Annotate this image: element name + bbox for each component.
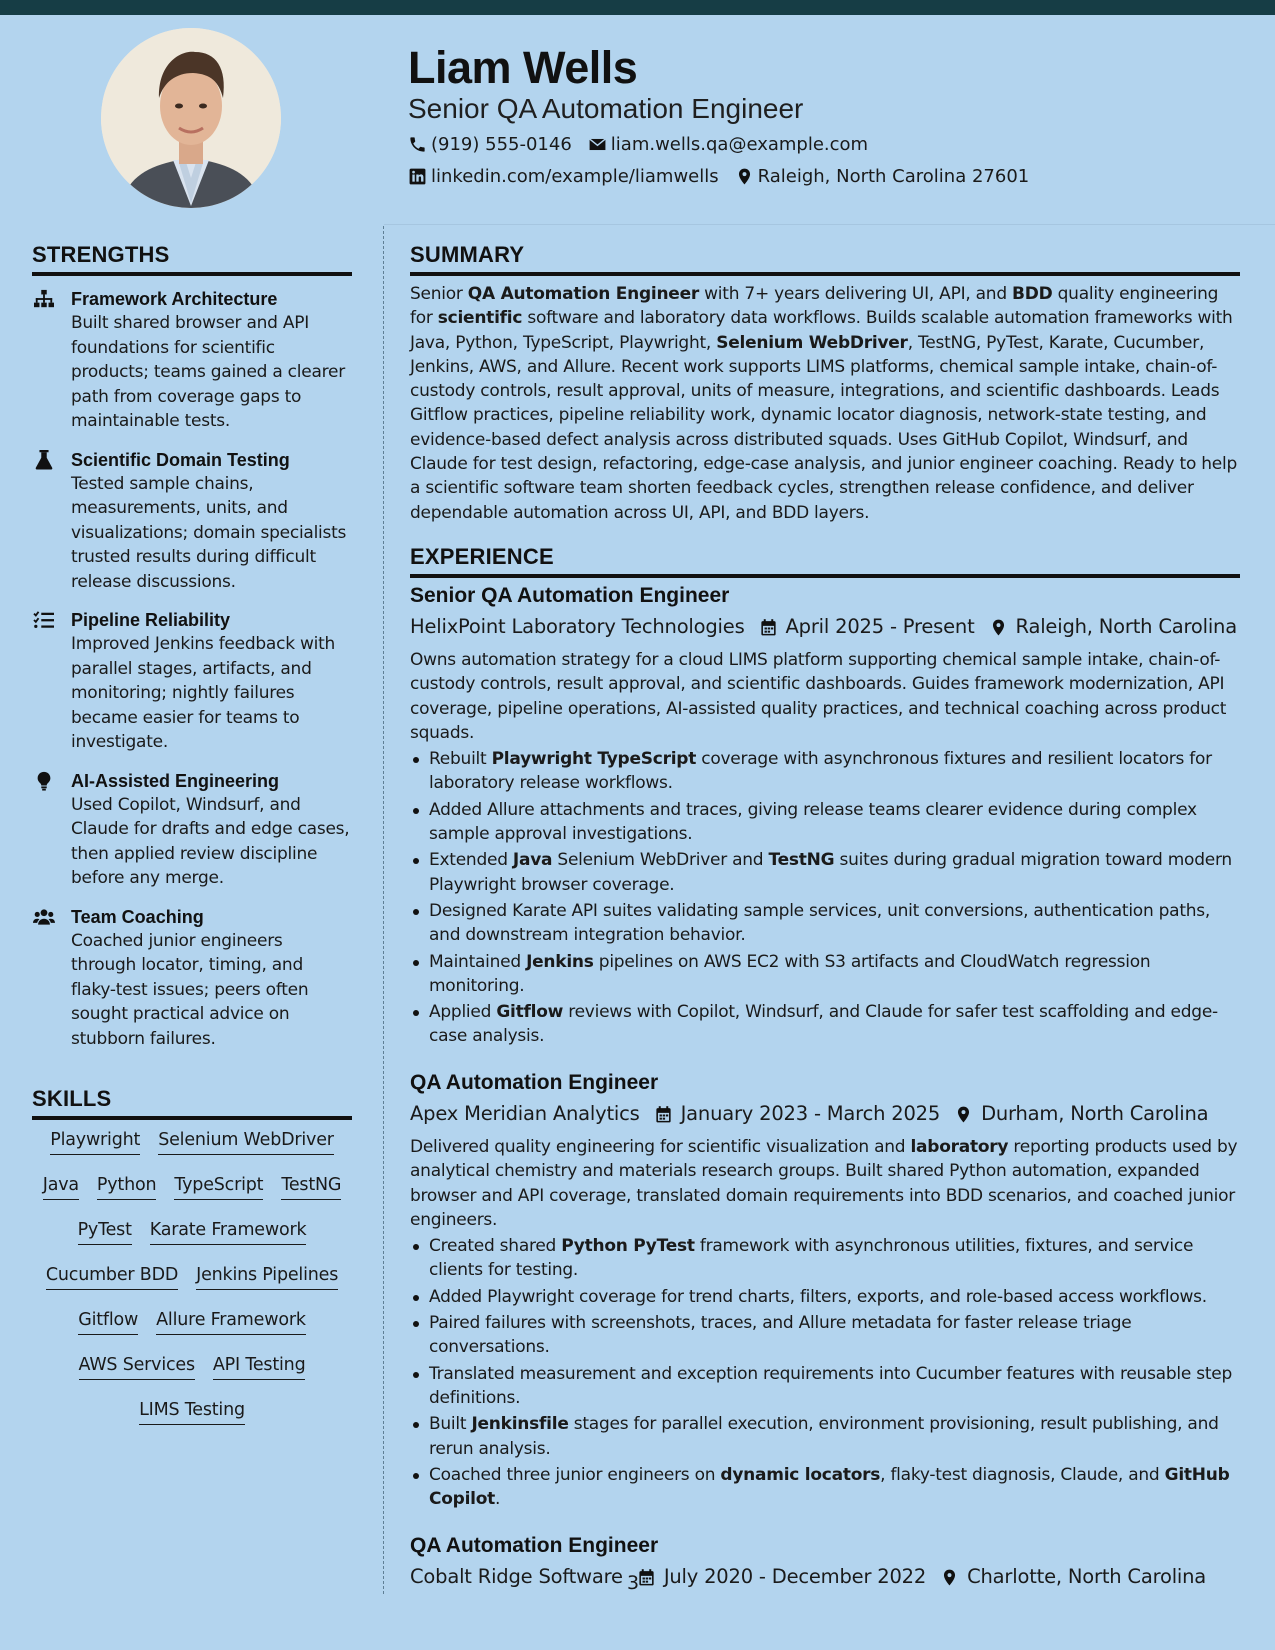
job-location: Durham, North Carolina [981,1102,1209,1125]
bullet-item: Applied Gitflow reviews with Copilot, Windsurf, and Claude for safer test scaffolding and edge-case analysis. [410,1000,1240,1049]
strength-title: Scientific Domain Testing [71,449,290,470]
phone-contact[interactable] [408,134,572,155]
skill-tag: Gitflow [78,1310,138,1335]
contact-row-secondary [408,166,1045,187]
sitemap-icon [32,289,56,311]
bullet-item: Rebuilt Playwright TypeScript coverage with asynchronous fixtures and resilient locators for laboratory release workflows. [410,747,1240,796]
experience-entry [410,583,1240,1049]
skill-tag: TypeScript [174,1175,263,1200]
experience-heading: EXPERIENCE [410,544,1240,578]
contact-row-primary [408,134,884,155]
skills-row [32,1400,352,1445]
strength-item [32,608,352,755]
strengths-list [32,287,352,1051]
skill-tag: Selenium WebDriver [158,1130,334,1155]
strength-item [32,287,352,434]
skill-tag: TestNG [281,1175,341,1200]
strength-title: Framework Architecture [71,289,278,309]
skills-row [32,1130,352,1175]
skill-tag: Jenkins Pipelines [196,1265,338,1290]
job-location: Raleigh, North Carolina [1015,615,1237,638]
job-dates: January 2023 - March 2025 [680,1102,941,1125]
skill-tag: Karate Framework [150,1220,307,1245]
lightbulb-icon [32,771,56,793]
calendar-icon [654,1105,673,1124]
linkedin-text: linkedin.com/example/liamwells [431,166,719,187]
column-divider [383,226,384,1594]
summary-heading: SUMMARY [410,242,1240,276]
job-location: Charlotte, North Carolina [967,1565,1207,1588]
location-text: Raleigh, North Carolina 27601 [757,166,1030,187]
company-name: HelixPoint Laboratory Technologies [410,615,745,638]
job-dates: April 2025 - Present [785,615,975,638]
skill-tag: Python [97,1175,156,1200]
skills-row [32,1175,352,1220]
calendar-icon [637,1568,656,1587]
users-icon [32,907,56,929]
strength-item [32,448,352,595]
skills-row [32,1265,352,1310]
job-bullets [410,747,1240,1049]
map-pin-icon [954,1105,973,1124]
strength-description: Improved Jenkins feedback with parallel stages, artifacts, and monitoring; nightly failures became easier for teams to investigate. [71,634,336,752]
strength-description: Used Copilot, Windsurf, and Claude for drafts and edge cases, then applied review discipline before any merge. [71,794,350,888]
candidate-name: Liam Wells [408,42,638,93]
bullet-item: Paired failures with screenshots, traces, and Allure metadata for faster release triage conversations. [410,1311,1240,1360]
profile-photo [101,28,281,208]
job-description: Owns automation strategy for a cloud LIMS platform supporting chemical sample intake, chain-of-custody controls, result approval, and scientific dashboards. Guides framework modernization, API coverage, pipeline operations, AI-assisted quality practices, and technical coaching across product squads. [410,650,1227,743]
skill-tag: Java [43,1175,79,1200]
skills-heading: SKILLS [32,1086,352,1120]
job-title: Senior QA Automation Engineer [410,584,730,607]
envelope-icon [588,135,607,154]
skill-tag: AWS Services [79,1355,195,1380]
phone-text: (919) 555-0146 [431,134,572,155]
skill-tag: PyTest [78,1220,132,1245]
job-title: QA Automation Engineer [410,1534,659,1557]
bullet-item: Added Allure attachments and traces, giving release teams clearer evidence during complex sample approval investigations. [410,798,1240,847]
strength-description: Coached junior engineers through locator, timing, and flaky-test issues; peers often sought practical advice on stubborn failures. [71,930,309,1049]
linkedin-icon [408,167,427,186]
flask-icon [32,450,56,472]
strength-item [32,905,352,1052]
company-name: Apex Meridian Analytics [410,1102,640,1125]
page-number: 3 [627,1572,640,1594]
bullet-item: Translated measurement and exception requirements into Cucumber features with reusable step definitions. [410,1362,1240,1411]
summary-text: Senior QA Automation Engineer with 7+ years delivering UI, API, and BDD quality engineering for scientific software and laboratory data workflows. Builds scalable automation frameworks with Java, Python, TypeScript, Playwright, Selenium WebDriver, TestNG, PyTest, Karate, Cucumber, Jenkins, AWS, and Allure. Recent work supports LIMS platforms, chemical sample intake, chain-of-custody controls, result approval, units of measure, integrations, and scientific dashboards. Leads Gitflow practices, pipeline reliability work, dynamic locator diagnosis, network-state testing, and evidence-based defect analysis across distributed squads. Uses GitHub Copilot, Windsurf, and Claude for test design, refactoring, edge-case analysis, and junior engineer coaching. Ready to help a scientific software team shorten feedback cycles, strengthen release confidence, and deliver dependable automation across UI, API, and BDD layers. [410,284,1237,523]
map-pin-icon [989,618,1008,637]
bullet-item: Designed Karate API suites validating sample services, unit conversions, authentication paths, and downstream integration behavior. [410,899,1240,948]
linkedin-contact[interactable] [408,166,719,187]
top-accent-bar [0,0,1275,15]
job-title: QA Automation Engineer [410,1071,659,1094]
job-meta [410,1564,1240,1590]
candidate-role: Senior QA Automation Engineer [408,93,804,124]
job-bullets [410,1234,1240,1511]
bullet-item: Maintained Jenkins pipelines on AWS EC2 with S3 artifacts and CloudWatch regression monitoring. [410,950,1240,999]
skill-tag: Cucumber BDD [46,1265,178,1290]
bullet-item: Created shared Python PyTest framework with asynchronous utilities, fixtures, and service clients for testing. [410,1234,1240,1283]
email-contact[interactable] [588,134,868,155]
header-divider [384,224,1275,225]
bullet-item: Built Jenkinsfile stages for parallel execution, environment provisioning, result publishing, and rerun analysis. [410,1412,1240,1461]
skills-row [32,1310,352,1355]
job-meta [410,1101,1240,1127]
calendar-icon [759,618,778,637]
list-check-icon [32,610,56,632]
skill-tag: LIMS Testing [139,1400,245,1425]
experience-entry [410,1070,1240,1511]
strength-description: Built shared browser and API foundations for scientific products; teams gained a clearer path from coverage gaps to maintainable tests. [71,313,345,431]
location-contact [735,166,1030,187]
skill-tag: Allure Framework [156,1310,306,1335]
email-text: liam.wells.qa@example.com [610,134,869,155]
strength-description: Tested sample chains, measurements, units, and visualizations; domain specialists trusted results during difficult release discussions. [71,473,347,592]
skills-list [32,1130,352,1445]
strength-title: Pipeline Reliability [71,610,231,630]
job-dates: July 2020 - December 2022 [663,1565,927,1588]
skill-tag: API Testing [213,1355,306,1380]
company-name: Cobalt Ridge Software [410,1565,623,1588]
bullet-item: Extended Java Selenium WebDriver and TestNG suites during gradual migration toward modern Playwright browser coverage. [410,848,1240,897]
skill-tag: Playwright [50,1130,140,1155]
phone-icon [408,135,427,154]
skills-row [32,1355,352,1400]
strengths-heading: STRENGTHS [32,242,352,276]
bullet-item: Added Playwright coverage for trend charts, filters, exports, and role-based access workflows. [410,1285,1240,1309]
strength-item [32,769,352,891]
bullet-item: Coached three junior engineers on dynamic locators, flaky-test diagnosis, Claude, and GitHub Copilot. [410,1463,1240,1512]
map-pin-icon [940,1568,959,1587]
map-pin-icon [735,167,754,186]
skills-row [32,1220,352,1265]
job-description: Delivered quality engineering for scientific visualization and laboratory reporting products used by analytical chemistry and materials research groups. Built shared Python automation, expanded browser and API coverage, translated domain requirements into BDD scenarios, and coached junior engineers. [410,1137,1238,1230]
experience-entry [410,1533,1240,1590]
strength-title: AI-Assisted Engineering [71,770,280,791]
strength-title: Team Coaching [71,906,204,927]
job-meta [410,614,1240,640]
